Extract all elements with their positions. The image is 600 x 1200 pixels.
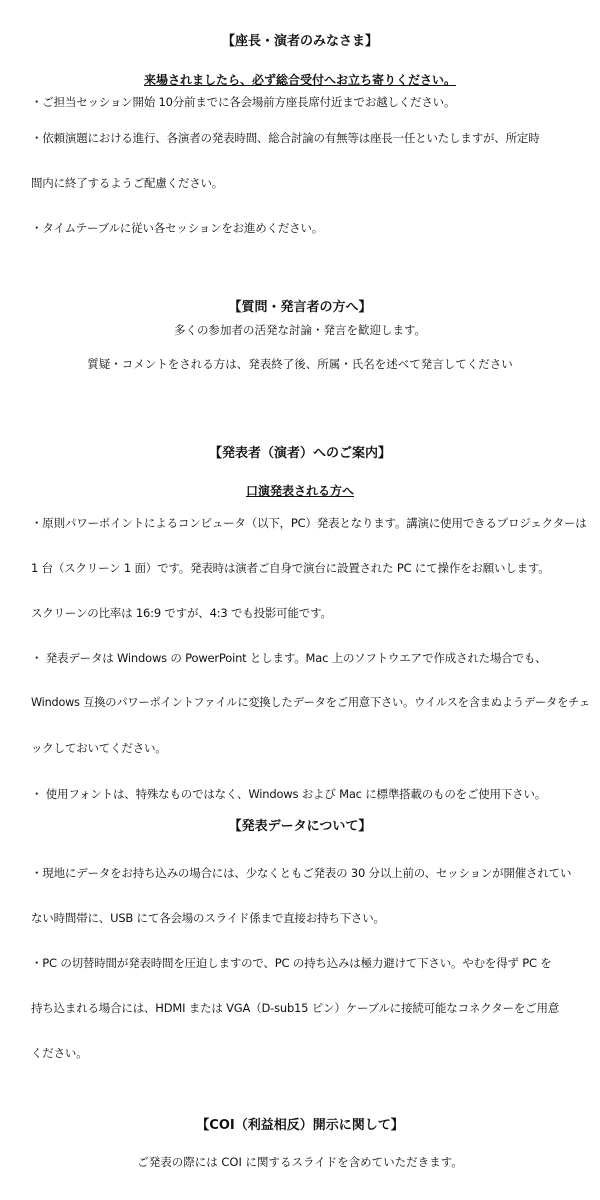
presenter-heading: 【発表者（演者）へのご案内】 bbox=[208, 446, 391, 461]
coi-heading: 【COI（利益相反）開示に関して】 bbox=[196, 1118, 404, 1133]
question-line-2: 質疑・コメントをされる方は、発表終了後、所属・氏名を述べて発言してください bbox=[87, 357, 513, 371]
presenter-line-2: 1 台（スクリーン 1 面）です。発表時は演者ご自身で演台に設置された PC にて操作をお願いします。 bbox=[31, 561, 550, 575]
coi-line-1: ご発表の際には COI に関するスライドを含めていただきます。 bbox=[137, 1155, 463, 1169]
data-line-1: ・現地にデータをお持ち込みの場合には、少なくともご発表の 30 分以上前の、セッションが開催されてい bbox=[31, 866, 572, 880]
presenter-line-1: ・原則パワーポイントによるコンピュータ（以下，PC）発表となります。講演に使用できるプロジェクターは bbox=[31, 516, 587, 530]
presenter-subheading: 口演発表される方へ bbox=[245, 484, 354, 498]
presenter-line-7: ・ 使用フォントは、特殊なものではなく、Windows および Mac に標準搭載のものをご使用下さい。 bbox=[31, 787, 547, 801]
chair-line-1: ・ご担当セッション開始 10分前までに各会場前方座長席付近までお越しください。 bbox=[31, 95, 456, 109]
chair-line-4: ・タイムテーブルに従い各セッションをお進めください。 bbox=[31, 221, 324, 235]
data-line-5: ください。 bbox=[31, 1046, 88, 1060]
presenter-line-6: ックしておいてください。 bbox=[31, 741, 167, 755]
presenter-line-3: スクリーンの比率は 16:9 ですが、4:3 でも投影可能です。 bbox=[31, 606, 332, 620]
data-line-4: 持ち込まれる場合には、HDMI または VGA（D-sub15 ピン）ケーブルに接続可能なコネクターをご用意 bbox=[31, 1001, 560, 1015]
presenter-line-5: Windows 互換のパワーポイントファイルに変換したデータをご用意下さい。ウイルスを含まぬようデータをチェ bbox=[31, 696, 590, 709]
chair-line-3: 間内に終了するようご配慮ください。 bbox=[31, 176, 224, 190]
chair-heading: 【座長・演者のみなさま】 bbox=[221, 34, 378, 49]
question-line-1: 多くの参加者の活発な討論・発言を歓迎します。 bbox=[173, 323, 427, 337]
data-heading: 【発表データについて】 bbox=[228, 819, 372, 834]
data-line-2: ない時間帯に、USB にて各会場のスライド係まで直接お持ち下さい。 bbox=[31, 911, 385, 925]
chair-subheading: 来場されましたら、必ず総合受付へお立ち寄りください。 bbox=[143, 73, 456, 87]
question-heading: 【質問・発言者の方へ】 bbox=[228, 300, 372, 315]
data-line-3: ・PC の切替時間が発表時間を圧迫しますので、PC の持ち込みは極力避けて下さい。やむを得ず PC を bbox=[31, 956, 552, 970]
presenter-line-4: ・ 発表データは Windows の PowerPoint とします。Mac 上のソフトウエアで作成された場合でも、 bbox=[31, 651, 547, 665]
chair-line-2: ・依頼演題における進行、各演者の発表時間、総合討論の有無等は座長一任といたしますが、所定時 bbox=[31, 131, 540, 145]
